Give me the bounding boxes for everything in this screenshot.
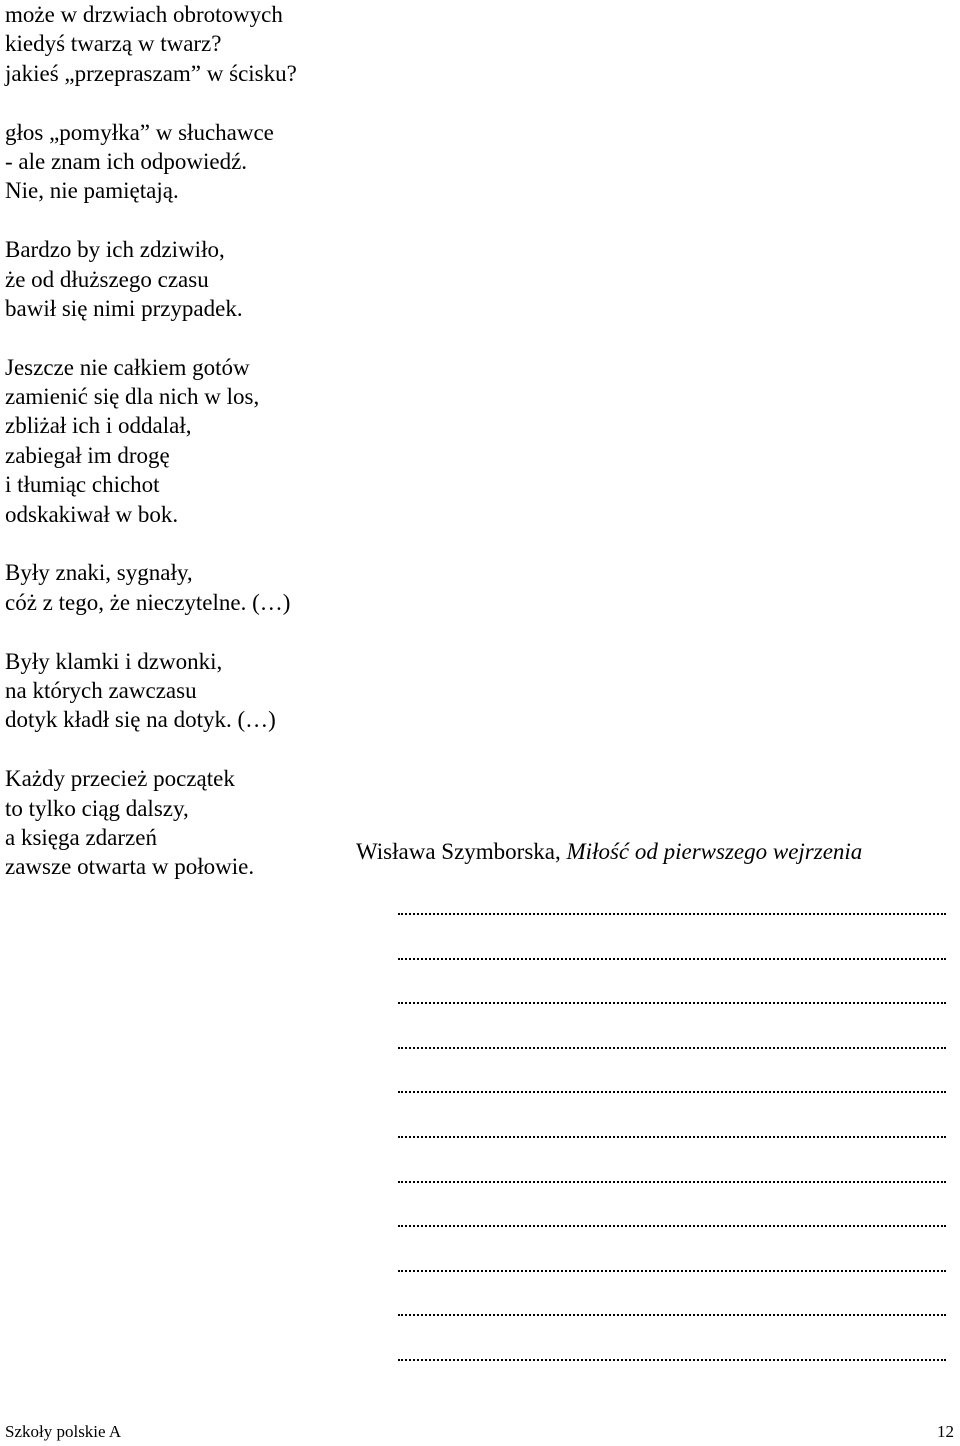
stanza-7 (5, 764, 297, 882)
stanza-6 (5, 647, 297, 735)
poem-line: zamienić się dla nich w los, (5, 384, 260, 410)
answer-line[interactable] (398, 1091, 946, 1093)
poem-line: bawił się nimi przypadek. (5, 295, 243, 321)
answer-line[interactable] (398, 958, 946, 960)
stanza-4 (5, 353, 297, 529)
poem-line: kiedyś twarzą w twarz? (5, 31, 222, 57)
stanza-1 (5, 0, 297, 88)
poem-line: a księga zdarzeń (5, 824, 157, 850)
poem-line: cóż z tego, że nieczytelne. (…) (5, 589, 291, 615)
poem-line: że od dłuższego czasu (5, 266, 209, 292)
answer-line[interactable] (398, 1225, 946, 1227)
poem-line: - ale znam ich odpowiedź. (5, 148, 248, 174)
answer-line[interactable] (398, 1314, 946, 1316)
poem-line: zbliżał ich i oddalał, (5, 413, 192, 439)
answer-line[interactable] (398, 1002, 946, 1004)
stanza-2 (5, 118, 297, 206)
poem-title: Miłość od pierwszego wejrzenia (566, 839, 863, 864)
answer-line[interactable] (398, 1359, 946, 1361)
answer-line[interactable] (398, 1047, 946, 1049)
poem-line: zabiegał im drogę (5, 442, 170, 468)
poem-line: to tylko ciąg dalszy, (5, 795, 189, 821)
poem-line: Były klamki i dzwonki, (5, 648, 223, 674)
stanza-3 (5, 235, 297, 323)
poem-line: Każdy przecież początek (5, 766, 235, 792)
answer-line[interactable] (398, 1270, 946, 1272)
poem-line: dotyk kładł się na dotyk. (…) (5, 707, 276, 733)
poem-line: odskakiwał w bok. (5, 501, 179, 527)
stanza-5 (5, 558, 297, 617)
page-number: 12 (937, 1422, 954, 1441)
poem-excerpt (5, 0, 297, 882)
poem-line: może w drzwiach obrotowych (5, 2, 283, 27)
answer-line[interactable] (398, 1136, 946, 1138)
poem-line: Nie, nie pamiętają. (5, 178, 179, 204)
poem-line: Bardzo by ich zdziwiło, (5, 237, 225, 263)
footer-school-label: Szkoły polskie A (5, 1422, 122, 1441)
poem-line: Były znaki, sygnały, (5, 560, 193, 586)
answer-line[interactable] (398, 913, 946, 915)
poem-attribution (356, 837, 862, 866)
poem-line: i tłumiąc chichot (5, 472, 160, 498)
poem-line: na których zawczasu (5, 677, 197, 703)
poem-line: Jeszcze nie całkiem gotów (5, 354, 250, 380)
author-name: Wisława Szymborska, (356, 839, 561, 864)
poem-line: jakieś „przepraszam” w ścisku? (5, 60, 297, 86)
poem-line: zawsze otwarta w połowie. (5, 854, 255, 880)
poem-line: głos „pomyłka” w słuchawce (5, 119, 274, 145)
answer-line[interactable] (398, 1181, 946, 1183)
